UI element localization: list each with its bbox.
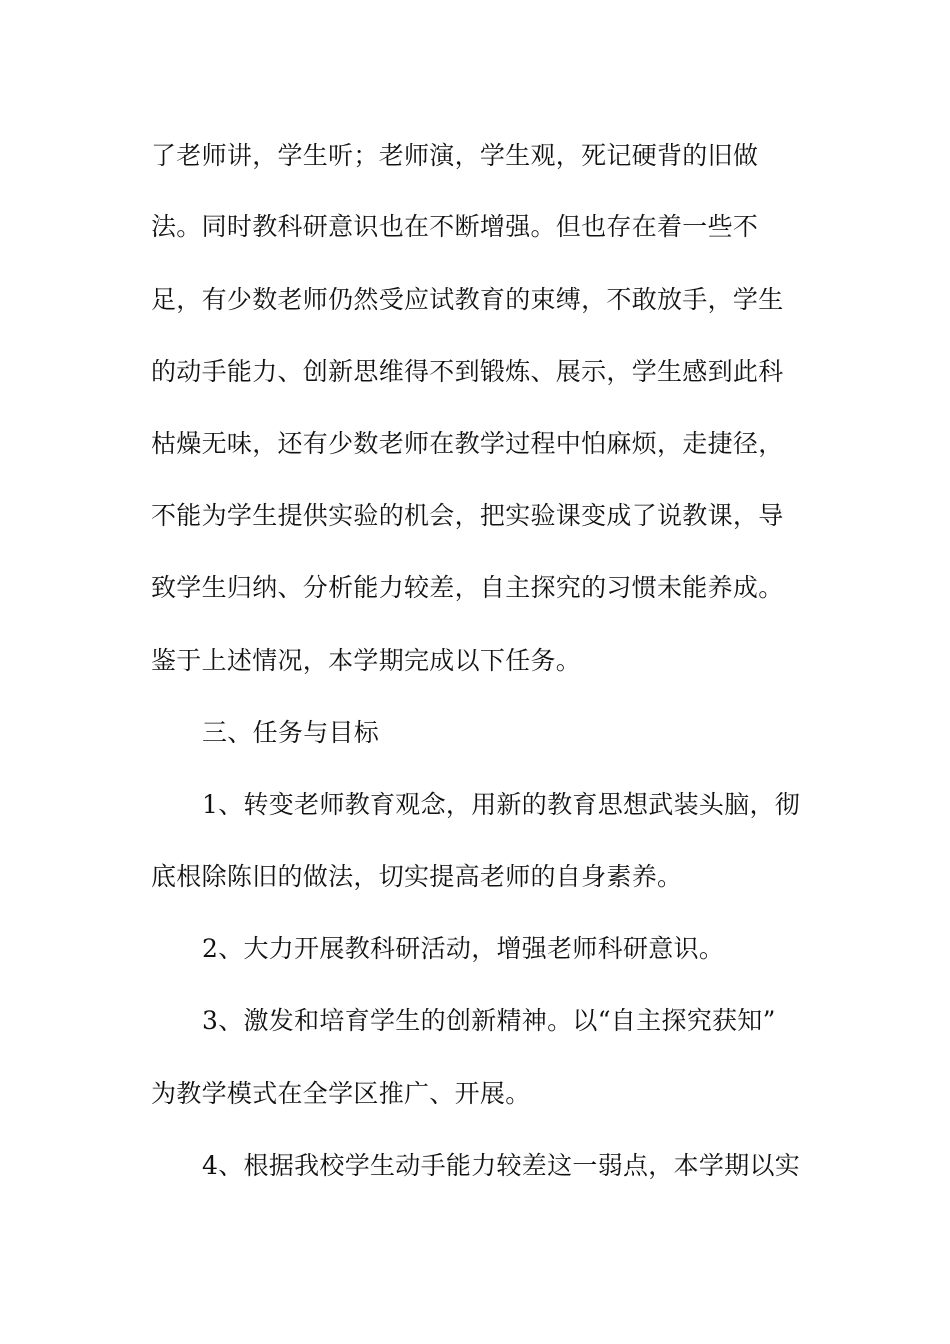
paragraph-line: 的动手能力、创新思维得不到锻炼、展示，学生感到此科 xyxy=(151,357,784,386)
paragraph-line: 足，有少数老师仍然受应试教育的束缚，不敢放手，学生 xyxy=(151,285,784,314)
paragraph-line: 底根除陈旧的做法，切实提高老师的自身素养。 xyxy=(151,862,683,891)
paragraph-line: 法。同时教科研意识也在不断增强。但也存在着一些不 xyxy=(151,212,759,241)
paragraph-line: 为教学模式在全学区推广、开展。 xyxy=(151,1079,531,1108)
paragraph-line: 4、根据我校学生动手能力较差这一弱点，本学期以实 xyxy=(202,1151,801,1180)
paragraph-line: 枯燥无味，还有少数老师在教学过程中怕麻烦，走捷径， xyxy=(151,429,784,458)
section-heading: 三、任务与目标 xyxy=(202,718,380,747)
paragraph-line: 不能为学生提供实验的机会，把实验课变成了说教课，导 xyxy=(151,501,784,530)
paragraph-line: 3、激发和培育学生的创新精神。以“自主探究获知” xyxy=(202,1006,776,1035)
paragraph-line: 2、大力开展教科研活动，增强老师科研意识。 xyxy=(202,934,725,963)
paragraph-line: 了老师讲，学生听；老师演，学生观，死记硬背的旧做 xyxy=(151,141,759,170)
paragraph-line: 致学生归纳、分析能力较差，自主探究的习惯未能养成。 xyxy=(151,573,784,602)
paragraph-line: 1、转变老师教育观念，用新的教育思想武装头脑，彻 xyxy=(202,790,801,819)
paragraph-line: 鉴于上述情况，本学期完成以下任务。 xyxy=(151,646,582,675)
